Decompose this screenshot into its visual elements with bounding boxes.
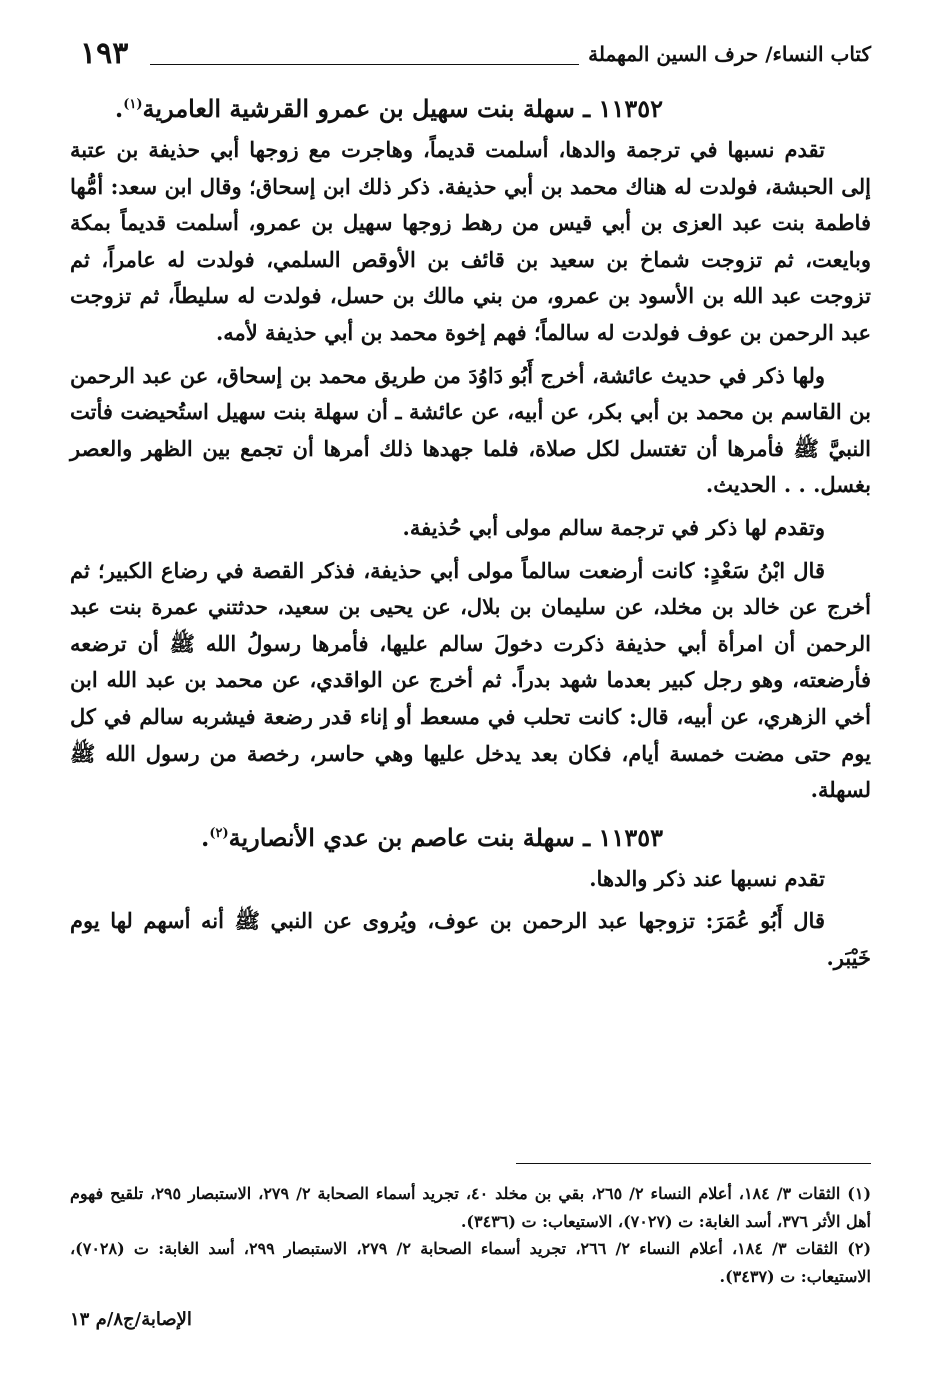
paragraph: ولها ذكر في حديث عائشة، أخرج أَبُو دَاوُدَ من طريق محمد بن إسحاق، عن عبد الرحمن بن القاسم بن محمد بن أبي بكر، عن أبيه، عن عائشة ـ أن سهلة بنت سهيل استُحيضت فأتت النبيَّ ﷺ فأمرها أن تغتسل لكل صلاة، فلما جهدها ذلك أمرها أن تجمع بين الظهر والعصر بغسل. . . الحديث. (70, 362, 871, 498)
paragraph: تقدم نسبها عند ذكر والدها. (589, 865, 825, 891)
footnotes (70, 1180, 871, 1290)
footnote-rule (516, 1163, 871, 1164)
footnote-ref: (٢) (209, 825, 229, 841)
entry-heading-text: ١١٣٥٣ ـ سهلة بنت عاصم بن عدي الأنصارية (228, 822, 663, 852)
paragraph: وتقدم لها ذكر في ترجمة سالم مولى أبي حُذيفة. (402, 514, 825, 540)
paragraph: قال ابْنُ سَعْدٍ: كانت أرضعت سالماً مولى أبي حذيفة، فذكر القصة في رضاع الكبير؛ ثم أخرج عن خالد بن مخلد، عن سليمان بن بلال، عن يحيى بن سعيد، حدثتني عمرة بنت عبد الرحمن أن امرأة أبي حذيفة ذكرت دخولَ سالم عليها، فأمرها رسولُ الله ﷺ أن ترضعه فأرضعته، وهو رجل كبير بعدما شهد بدراً. ثم أخرج عن الواقدي، عن محمد بن عبد الله ابن أخي الزهري، عن أبيه، قال: كانت تحلب في مسعط أو إناء قدر رضعة فيشربه سالم في كل يوم حتى مضت خمسة أيام، فكان بعد يدخل عليها وهي حاسر، رخصة من رسول الله ﷺ لسهلة. (70, 557, 871, 803)
page-number: ١٩٣ (80, 36, 129, 71)
running-header (70, 36, 871, 76)
footnote: (٢) الثقات ٣/ ١٨٤، أعلام النساء ٢/ ٢٦٦، تجريد أسماء الصحابة ٢/ ٢٧٩، الاستبصار ٢٩٩، أسد الغابة: ت (٧٠٢٨)، الاستيعاب: ت (٣٤٣٧). (70, 1239, 872, 1286)
header-title: كتاب النساء/ حرف السين المهملة (588, 42, 871, 66)
signature-mark: الإصابة/ج٨/م ١٣ (70, 1309, 192, 1330)
footnote: (١) الثقات ٣/ ١٨٤، أعلام النساء ٢/ ٢٦٥، بقي بن مخلد ٤٠، تجريد أسماء الصحابة ٢/ ٢٧٩، الاستبصار ٢٩٥، تلقيح فهوم أهل الأثر ٣٧٦، أسد الغابة: ت (٧٠٢٧)، الاستيعاب: ت (٣٤٣٦). (70, 1184, 872, 1231)
main-text (70, 86, 871, 982)
entry-heading: ١١٣٥٢ ـ سهلة بنت سهيل بن عمرو القرشية العامرية$^{(١)}$. (114, 94, 663, 123)
paragraph: قال أَبُو عُمَرَ: تزوجها عبد الرحمن بن عوف، ويُروى عن النبي ﷺ أنه أسهم لها يوم خَيْبَر. (70, 908, 871, 970)
paragraph: تقدم نسبها في ترجمة والدها، أسلمت قديماً، وهاجرت مع زوجها أبي حذيفة بن عتبة إلى الحبشة، فولدت له هناك محمد بن أبي حذيفة. ذكر ذلك ابن إسحاق؛ وقال ابن سعد: أمُّها فاطمة بنت عبد العزى بن أبي قيس من رهط زوجها سهيل بن عمرو، أسلمت قديماً بمكة وبايعت، ثم تزوجت شماخ بن سعيد بن قائف بن الأوقص السلمي، فولدت له عامراً، ثم تزوجت عبد الله بن الأسود بن عمرو، من بني مالك بن حسل، فولدت له سليطاً، ثم تزوجت عبد الرحمن بن عوف فولدت له سالماً؛ فهم إخوة محمد بن أبي حذيفة لأمه. (70, 137, 871, 345)
footnote-ref: (١) (123, 97, 143, 112)
header-rule (150, 64, 579, 65)
entry-heading: ١١٣٥٣ ـ سهلة بنت عاصم بن عدي الأنصارية$^{(٢)}$. (200, 822, 663, 852)
entry-heading-text: ١١٣٥٢ ـ سهلة بنت سهيل بن عمرو القرشية العامرية (142, 94, 663, 123)
